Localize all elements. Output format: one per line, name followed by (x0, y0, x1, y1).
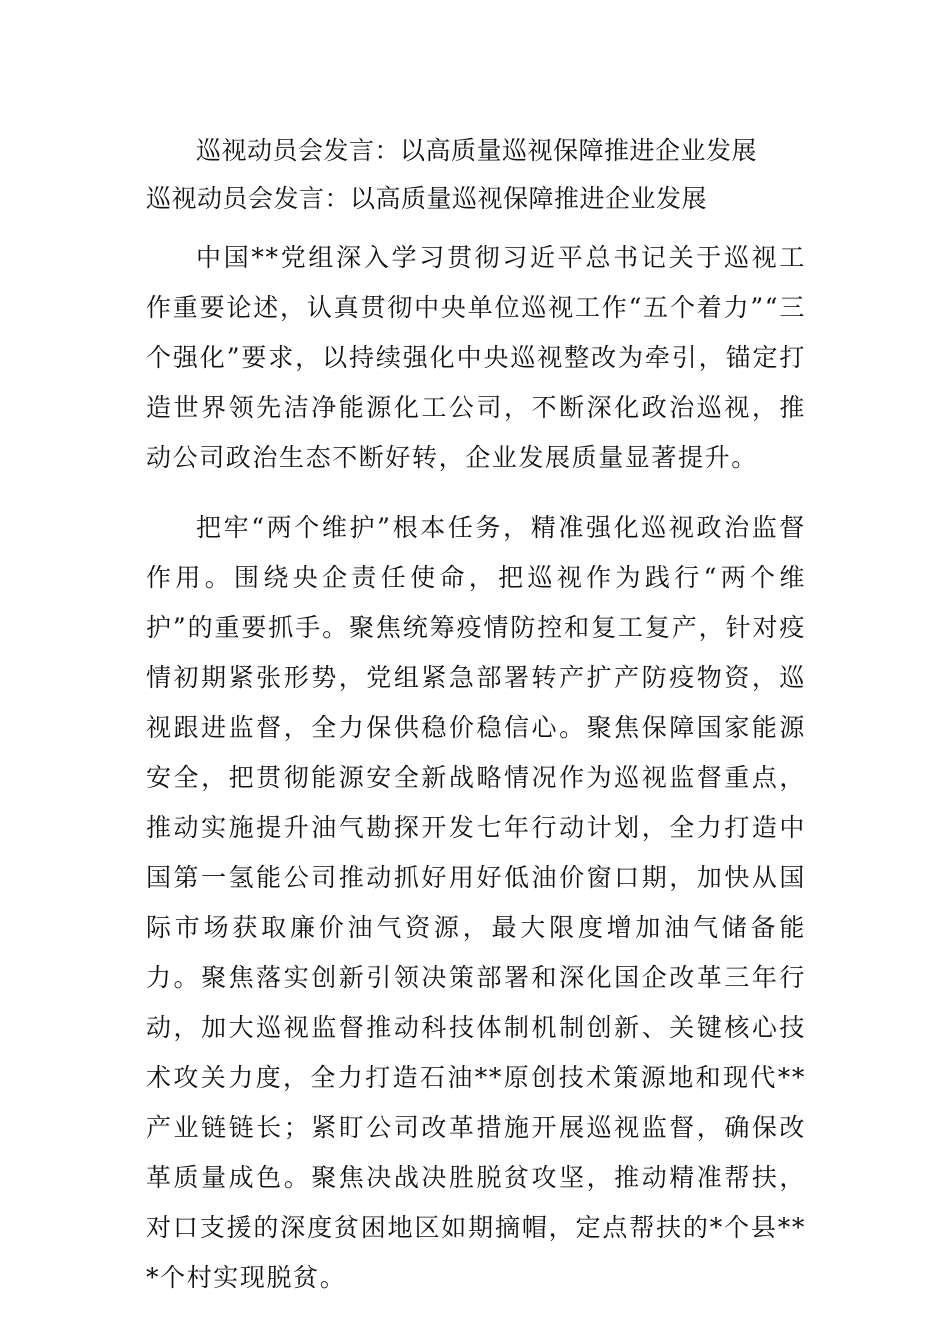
paragraph-political-supervision: 把牢“两个维护”根本任务，精准强化巡视政治监督作用。围绕央企责任使命，把巡视作为践行“两个维护”的重要抓手。聚焦统筹疫情防控和复工复产，针对疫情初期紧张形势，党组紧急部署转产扩产防疫物资，巡视跟进监督，全力保供稳价稳信心。聚焦保障国家能源安全，把贯彻能源安全新战略情况作为巡视监督重点，推动实施提升油气勘探开发七年行动计划，全力打造中国第一氢能公司推动抓好用好低油价窗口期，加快从国际市场获取廉价油气资源，最大限度增加油气储备能力。聚焦落实创新引领决策部署和深化国企改革三年行动，加大巡视监督推动科技体制机制创新、关键核心技术攻关力度，全力打造石油**原创技术策源地和现代**产业链链长；紧盯公司改革措施开展巡视监督，确保改革质量成色。聚焦决战决胜脱贫攻坚，推动精准帮扶，对口支援的深度贫困地区如期摘帽，定点帮扶的*个县***个村实现脱贫。 (146, 513, 806, 1292)
document-body (146, 233, 806, 1303)
paragraph-intro: 中国**党组深入学习贯彻习近平总书记关于巡视工作重要论述，认真贯彻中央单位巡视工作“五个着力”“三个强化”要求，以持续强化中央巡视整改为牵引，锚定打造世界领先洁净能源化工公司，不断深化政治巡视，推动公司政治生态不断好转，企业发展质量显著提升。 (146, 243, 806, 472)
document-title-centered: 巡视动员会发言：以高质量巡视保障推进企业发展 (196, 136, 758, 165)
document-title-left: 巡视动员会发言：以高质量巡视保障推进企业发展 (146, 184, 708, 213)
